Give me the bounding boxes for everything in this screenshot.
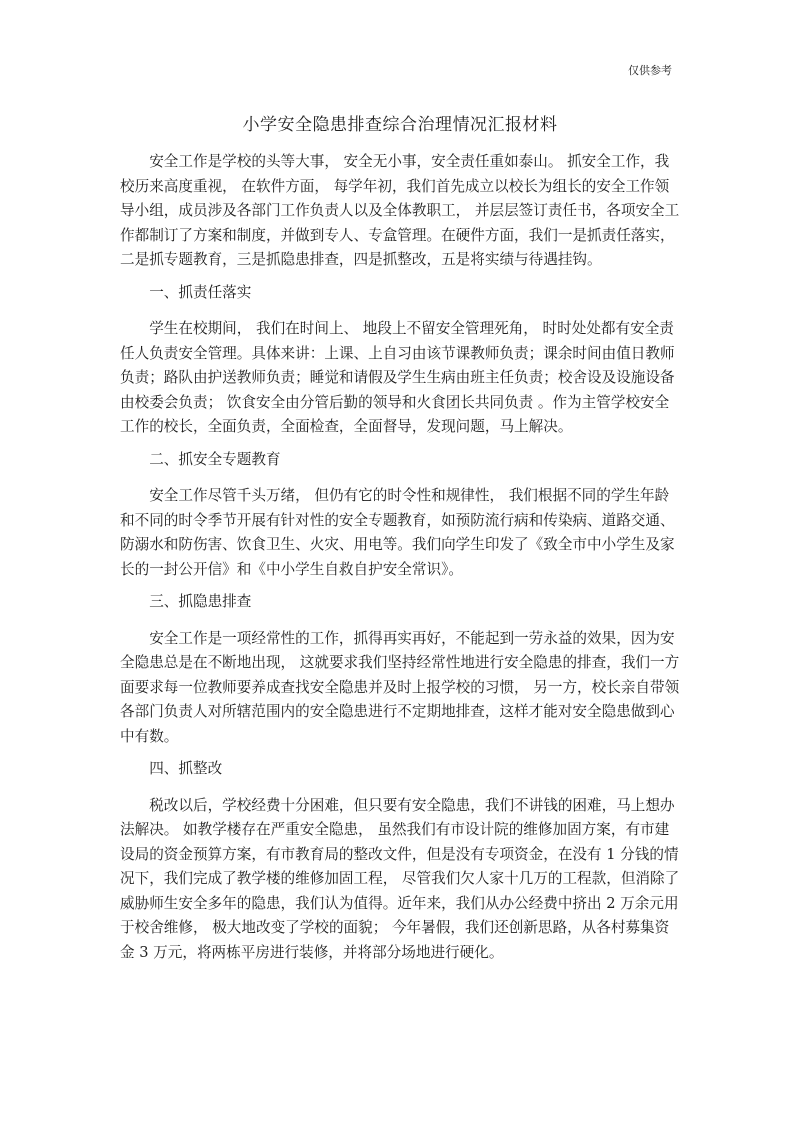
section-paragraph-education: 安全工作尽管千头万绪， 但仍有它的时令性和规律性， 我们根据不同的学生年龄和不同的时令季节开展有针对性的安全专题教育，如预防流行病和传染病、道路交通、防溺水和防伤害、饮食卫生、火灾、用电等。我们向学生印发了《致全市中小学生及家长的一封公开信》和《中小学生自救自护安全常识》。 xyxy=(120,487,675,578)
section-paragraph-inspection: 安全工作是一项经常性的工作，抓得再实再好，不能起到一劳永益的效果，因为安全隐患总是在不断地出现， 这就要求我们坚持经常性地进行安全隐患的排查，我们一方面要求每一位教师要养成查找安全隐患并及时上报学校的习惯， 另一方，校长亲自带领各部门负责人对所辖范围内的安全隐患进行不定期地排查，这样才能对安全隐患做到心中有数。 xyxy=(120,629,680,745)
reference-note: 仅供参考 xyxy=(628,64,672,77)
section-heading-rectification: 四、抓整改 xyxy=(149,760,223,777)
section-heading-inspection: 三、抓隐患排查 xyxy=(149,593,252,610)
document-body xyxy=(120,150,680,973)
intro-paragraph: 安全工作是学校的头等大事， 安全无小事，安全责任重如泰山。 抓安全工作，我校历来高度重视， 在软件方面， 每学年初，我们首先成立以校长为组长的安全工作领导小组，成员涉及各部门工作负责人以及全体教职工， 并层层签订责任书，各项安全工作都制订了方案和制度，并做到专人、专盒管理。在硬件方面，我们一是抓责任落实，二是抓专题教育，三是抓隐患排查，四是抓整改，五是将实绩与待遇挂钩。 xyxy=(120,153,680,268)
section-heading-responsibility: 一、抓责任落实 xyxy=(149,283,252,301)
section-heading-education: 二、抓安全专题教育 xyxy=(149,450,281,468)
document-title: 小学安全隐患排查综合治理情况汇报材料 xyxy=(242,115,558,135)
section-paragraph-rectification: 税改以后，学校经费十分困难，但只要有安全隐患，我们不讲钱的困难，马上想办法解决。 如教学楼存在严重安全隐患， 虽然我们有市设计院的维修加固方案，有市建设局的资金预算方案，有市教育局的整改文件，但是没有专项资金，在没有 1 分钱的情况下，我们完成了教学楼的维修加固工程， 尽管我们欠人家十几万的工程款，但消除了威胁师生安全多年的隐患，我们认为值得。近年来，我们从办公经费中挤出 2 万余元用于校舍维修， 极大地改变了学校的面貌； 今年暑假，我们还创新思路，从各村募集资金 3 万元，将两栋平房进行装修，并将部分场地进行硬化。 xyxy=(120,796,680,961)
section-paragraph-responsibility: 学生在校期间， 我们在时间上、 地段上不留安全管理死角， 时时处处都有安全责任人负责安全管理。具体来讲：上课、上自习由该节课教师负责；课余时间由值日教师负责；路队由护送教师负责；睡觉和请假及学生生病由班主任负责；校舍设及设施设备由校委会负责； 饮食安全由分管后勤的领导和火食团长共同负责 。作为主管学校安全工作的校长，全面负责，全面检查，全面督导，发现问题，马上解决。 xyxy=(120,320,675,435)
